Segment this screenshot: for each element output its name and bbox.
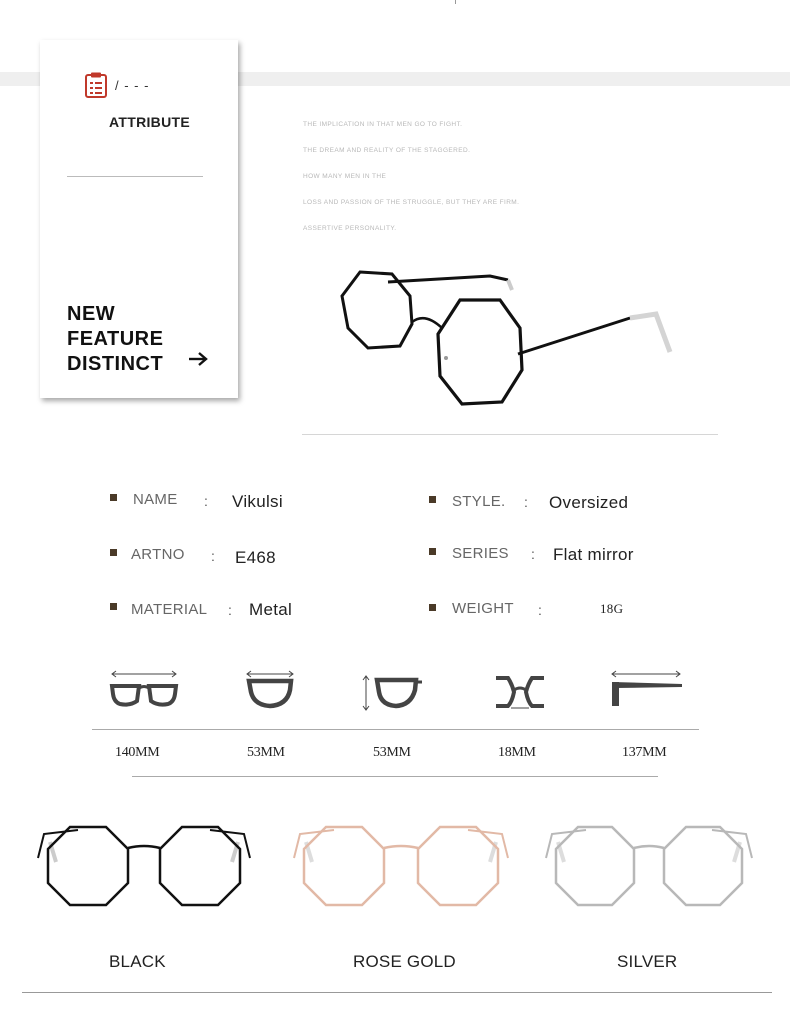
temple-length-icon xyxy=(608,668,684,710)
spec-artno-colon: : xyxy=(211,548,215,564)
poem-line-1: THE IMPLICATION IN THAT MEN GO TO FIGHT. xyxy=(303,121,463,128)
measure-frame-width: 140MM xyxy=(115,745,160,760)
lens-width-icon xyxy=(244,668,296,710)
bullet xyxy=(110,549,117,556)
spec-artno-label: ARTNO xyxy=(131,546,185,563)
bullet xyxy=(429,604,436,611)
color-label-black: BLACK xyxy=(109,952,166,971)
card-line-distinct: DISTINCT xyxy=(67,353,164,375)
color-label-silver: SILVER xyxy=(617,952,678,971)
poem-line-2: THE DREAM AND REALITY OF THE STAGGERED. xyxy=(303,147,471,154)
card-line-new: NEW xyxy=(67,303,116,325)
bridge-icon xyxy=(494,672,546,714)
spec-weight-value: 18G xyxy=(600,601,624,616)
spec-series-colon: : xyxy=(531,546,535,562)
section-divider xyxy=(302,434,718,435)
measure-lens-height: 53MM xyxy=(373,745,411,760)
spec-name-colon: : xyxy=(204,493,208,509)
spec-name-label: NAME xyxy=(133,491,178,508)
spec-series-value: Flat mirror xyxy=(553,545,634,564)
attribute-card xyxy=(40,40,238,398)
bullet xyxy=(429,496,436,503)
spec-weight-colon: : xyxy=(538,602,542,618)
measure-bridge: 18MM xyxy=(498,745,536,760)
glasses-silver-image xyxy=(542,822,756,912)
top-mark xyxy=(455,0,456,4)
spec-name-value: Vikulsi xyxy=(232,492,283,511)
spec-material-colon: : xyxy=(228,602,232,618)
card-divider xyxy=(67,176,203,177)
spec-series-label: SERIES xyxy=(452,545,509,562)
card-dash: / - - - xyxy=(115,78,150,93)
spec-style-value: Oversized xyxy=(549,493,629,512)
poem-line-4: LOSS AND PASSION OF THE STRUGGLE, BUT THEY ARE FIRM. xyxy=(303,199,520,206)
card-attribute-title: ATTRIBUTE xyxy=(109,114,190,130)
glasses-rose-gold-image xyxy=(290,822,512,912)
frame-width-icon xyxy=(108,668,180,710)
spec-style-label: STYLE. xyxy=(452,493,506,510)
bullet xyxy=(429,548,436,555)
spec-weight-label: WEIGHT xyxy=(452,600,514,617)
glasses-black-image xyxy=(34,822,254,912)
lens-height-icon xyxy=(360,672,424,714)
main-glasses-image xyxy=(330,262,690,412)
spec-style-colon: : xyxy=(524,494,528,510)
card-line-feature: FEATURE xyxy=(67,328,164,350)
poem-line-3: HOW MANY MEN IN THE xyxy=(303,173,387,180)
measure-divider-top xyxy=(92,729,699,730)
bottom-divider xyxy=(22,992,772,993)
poem-line-5: ASSERTIVE PERSONALITY. xyxy=(303,225,397,232)
spec-material-label: MATERIAL xyxy=(131,601,208,618)
arrow-right-icon xyxy=(188,352,208,366)
bullet xyxy=(110,494,117,501)
bullet xyxy=(110,603,117,610)
spec-artno-value: E468 xyxy=(235,548,276,567)
measure-divider-bottom xyxy=(132,776,658,777)
measure-temple: 137MM xyxy=(622,745,667,760)
measure-lens-width: 53MM xyxy=(247,745,285,760)
spec-material-value: Metal xyxy=(249,600,293,619)
color-label-rose-gold: ROSE GOLD xyxy=(353,952,456,971)
clipboard-icon xyxy=(85,72,107,98)
